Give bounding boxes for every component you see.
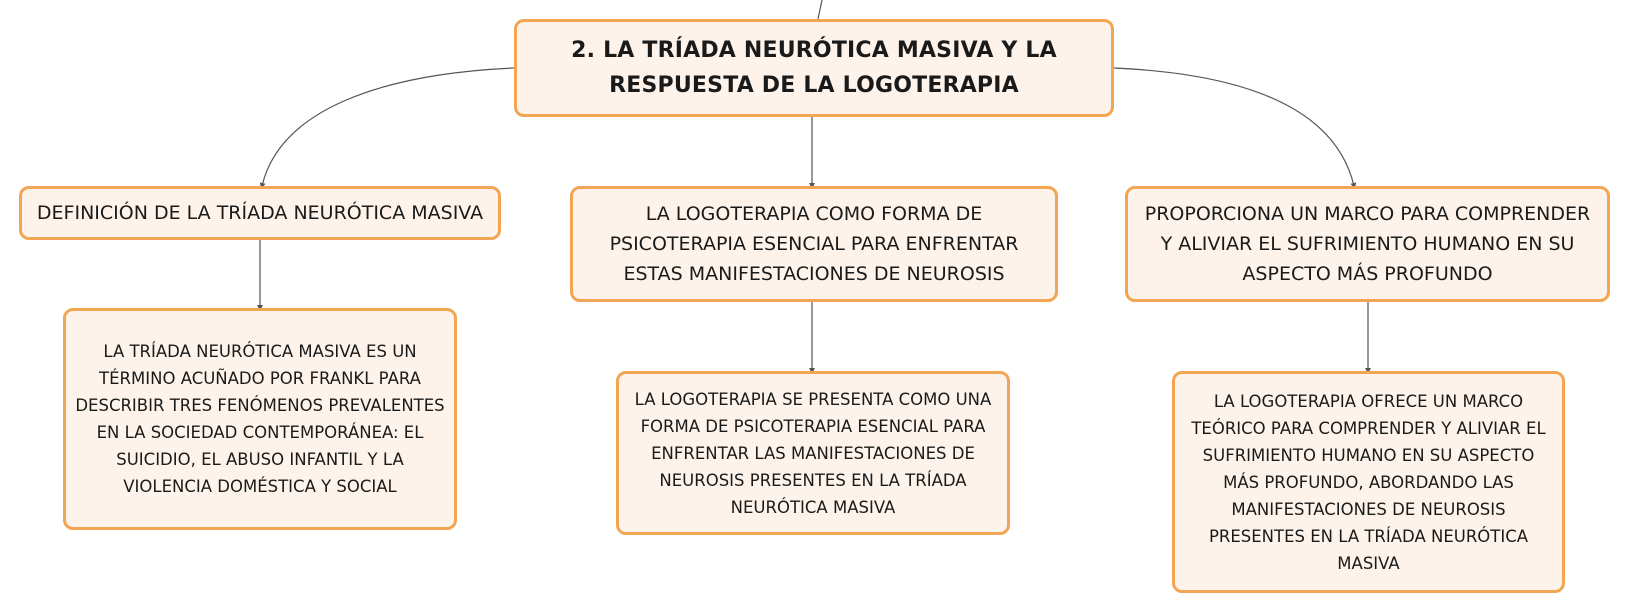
- subtopic-label: LA TRÍADA NEURÓTICA MASIVA ES UN TÉRMINO ACUÑADO POR FRANKL PARA DESCRIBIR TRES FENÓMENOS PREVALENTES EN LA SOCIEDAD CONTEMPORÁNEA: EL SUICIDIO, EL ABUSO INFANTIL Y LA VIOLENCIA DOMÉSTICA Y SOCIAL: [75, 342, 445, 496]
- topic-marco-sufrimiento[interactable]: [1125, 186, 1610, 302]
- topic-logoterapia-psicoterapia[interactable]: [570, 186, 1058, 302]
- topic-label: DEFINICIÓN DE LA TRÍADA NEURÓTICA MASIVA: [36, 202, 484, 224]
- connector-root-to-definicion: [262, 68, 514, 186]
- topic-definicion-triada[interactable]: [19, 186, 501, 240]
- subtopic-logoterapia-detail[interactable]: [616, 371, 1010, 535]
- root-topic-label: 2. LA TRÍADA NEURÓTICA MASIVA Y LA RESPUESTA DE LA LOGOTERAPIA: [571, 38, 1057, 98]
- subtopic-label: LA LOGOTERAPIA OFRECE UN MARCO TEÓRICO PARA COMPRENDER Y ALIVIAR EL SUFRIMIENTO HUMANO EN SU ASPECTO MÁS PROFUNDO, ABORDANDO LAS MANIFESTACIONES DE NEUROSIS PRESENTES EN LA TRÍADA NEURÓTICA MASIVA: [1191, 391, 1546, 573]
- subtopic-marco-detail[interactable]: [1172, 371, 1565, 593]
- topic-label: LA LOGOTERAPIA COMO FORMA DE PSICOTERAPIA ESENCIAL PARA ENFRENTAR ESTAS MANIFESTACIONES DE NEUROSIS: [609, 203, 1019, 285]
- topic-label: PROPORCIONA UN MARCO PARA COMPRENDER Y ALIVIAR EL SUFRIMIENTO HUMANO EN SU ASPECTO MÁS PROFUNDO: [1144, 203, 1591, 285]
- subtopic-label: LA LOGOTERAPIA SE PRESENTA COMO UNA FORMA DE PSICOTERAPIA ESENCIAL PARA ENFRENTAR LAS MANIFESTACIONES DE NEUROSIS PRESENTES EN LA TRÍADA NEURÓTICA MASIVA: [634, 389, 992, 517]
- subtopic-definicion-detail[interactable]: [63, 308, 457, 530]
- root-topic-node[interactable]: [514, 19, 1114, 117]
- connector-parent-to-root: [818, 0, 822, 19]
- connector-root-to-marco: [1114, 68, 1354, 186]
